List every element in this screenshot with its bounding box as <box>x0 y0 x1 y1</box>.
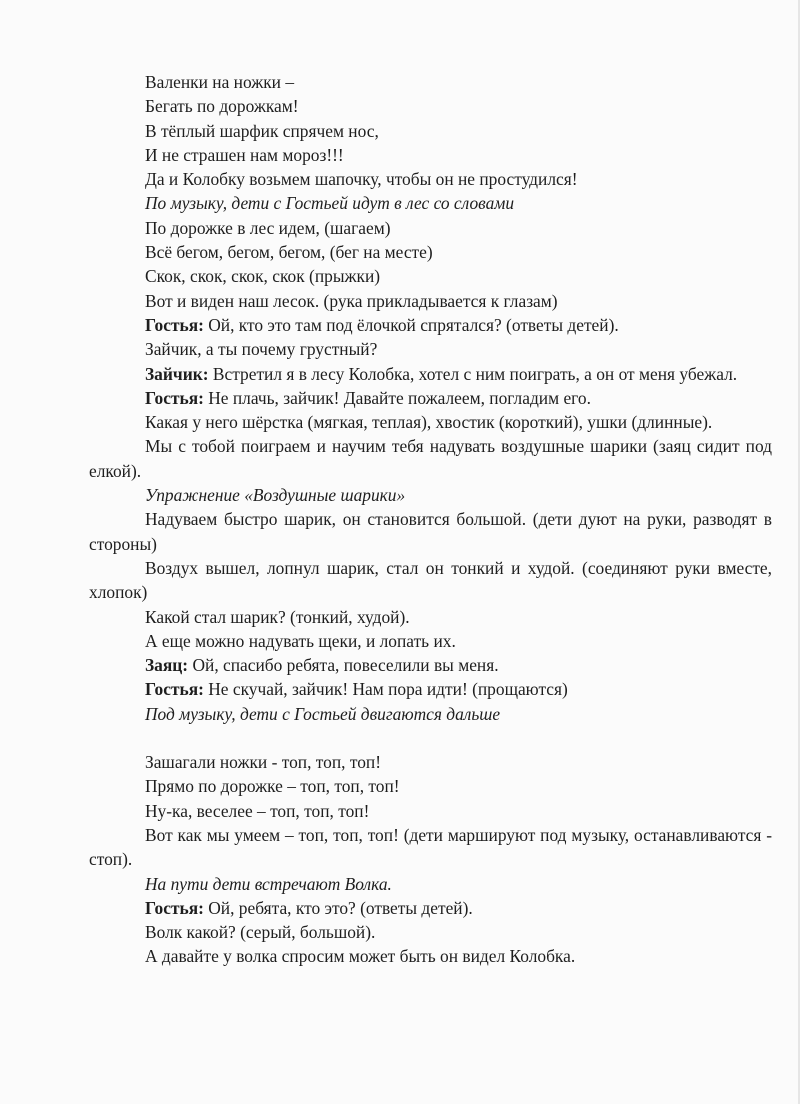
dialogue-text: Не плачь, зайчик! Давайте пожалеем, погладим его. <box>203 387 591 408</box>
text-line: Всё бегом, бегом, бегом, (бег на месте) <box>145 242 433 263</box>
text-line: А давайте у волка спросим может быть он видел Колобка. <box>145 946 576 967</box>
text-line: В тёплый шарфик спрячем нос, <box>145 120 379 141</box>
dialogue-line <box>89 677 772 701</box>
dialogue-line <box>89 653 772 677</box>
text-line: Ну-ка, веселее – топ, топ, топ! <box>145 800 370 821</box>
text-line: Зашагали ножки - топ, топ, топ! <box>145 752 382 773</box>
text-line: Вот и виден наш лесок. (рука прикладывается к глазам) <box>145 290 558 311</box>
dialogue-text: Ой, ребята, кто это? (ответы детей). <box>203 897 473 918</box>
stage-direction: На пути дети встречают Волка. <box>145 873 392 894</box>
text-line: Прямо по дорожке – топ, топ, топ! <box>145 776 400 797</box>
stage-direction: Упражнение «Воздушные шарики» <box>145 485 406 506</box>
text-line: Бегать по дорожкам! <box>145 96 299 117</box>
speaker-name: Гостья: <box>145 387 204 408</box>
text-line: Зайчик, а ты почему грустный? <box>145 339 378 360</box>
speaker-name: Гостья: <box>145 897 204 918</box>
text-line: Воздух вышел, лопнул шарик, стал он тонкий и худой. (соединяют руки вместе, хлопок) <box>89 557 772 603</box>
speaker-name: Заяц: <box>145 655 189 676</box>
text-line: Какой стал шарик? (тонкий, худой). <box>145 606 410 627</box>
document-body <box>89 70 772 969</box>
stage-direction: Под музыку, дети с Гостьей двигаются дальше <box>145 703 501 724</box>
text-line: Надуваем быстро шарик, он становится большой. (дети дуют на руки, разводят в стороны) <box>89 509 772 554</box>
text-line: Скок, скок, скок, скок (прыжки) <box>145 266 381 287</box>
text-line: Вот как мы умеем – топ, топ, топ! (дети маршируют под музыку, останавливаются - стоп). <box>89 824 772 870</box>
speaker-name: Гостья: <box>145 679 204 700</box>
text-line: Какая у него шёрстка (мягкая, теплая), хвостик (короткий), ушки (длинные). <box>145 412 713 433</box>
dialogue-line <box>89 313 772 337</box>
speaker-name: Зайчик: <box>145 363 209 384</box>
dialogue-text: Ой, кто это там под ёлочкой спрятался? (ответы детей). <box>203 314 619 335</box>
dialogue-text: Не скучай, зайчик! Нам пора идти! (прощаются) <box>203 679 568 700</box>
dialogue-text: Встретил я в лесу Колобка, хотел с ним поиграть, а он от меня убежал. <box>208 363 738 384</box>
blank-line <box>89 726 772 750</box>
text-line: А еще можно надувать щеки, и лопать их. <box>145 630 456 651</box>
speaker-name: Гостья: <box>145 314 204 335</box>
dialogue-text: Ой, спасибо ребята, повеселили вы меня. <box>188 655 499 676</box>
text-line: Валенки на ножки – <box>145 72 295 92</box>
dialogue-line <box>89 896 772 920</box>
text-line: Да и Колобку возьмем шапочку, чтобы он не простудился! <box>145 169 578 190</box>
dialogue-line <box>89 386 772 410</box>
text-line: Мы с тобой поиграем и научим тебя надувать воздушные шарики (заяц сидит под елкой). <box>89 436 772 481</box>
text-line: И не страшен нам мороз!!! <box>145 144 344 165</box>
text-line: Волк какой? (серый, большой). <box>145 922 376 943</box>
text-line: По дорожке в лес идем, (шагаем) <box>145 217 391 238</box>
dialogue-line <box>89 362 772 386</box>
stage-direction: По музыку, дети с Гостьей идут в лес со словами <box>145 193 515 214</box>
